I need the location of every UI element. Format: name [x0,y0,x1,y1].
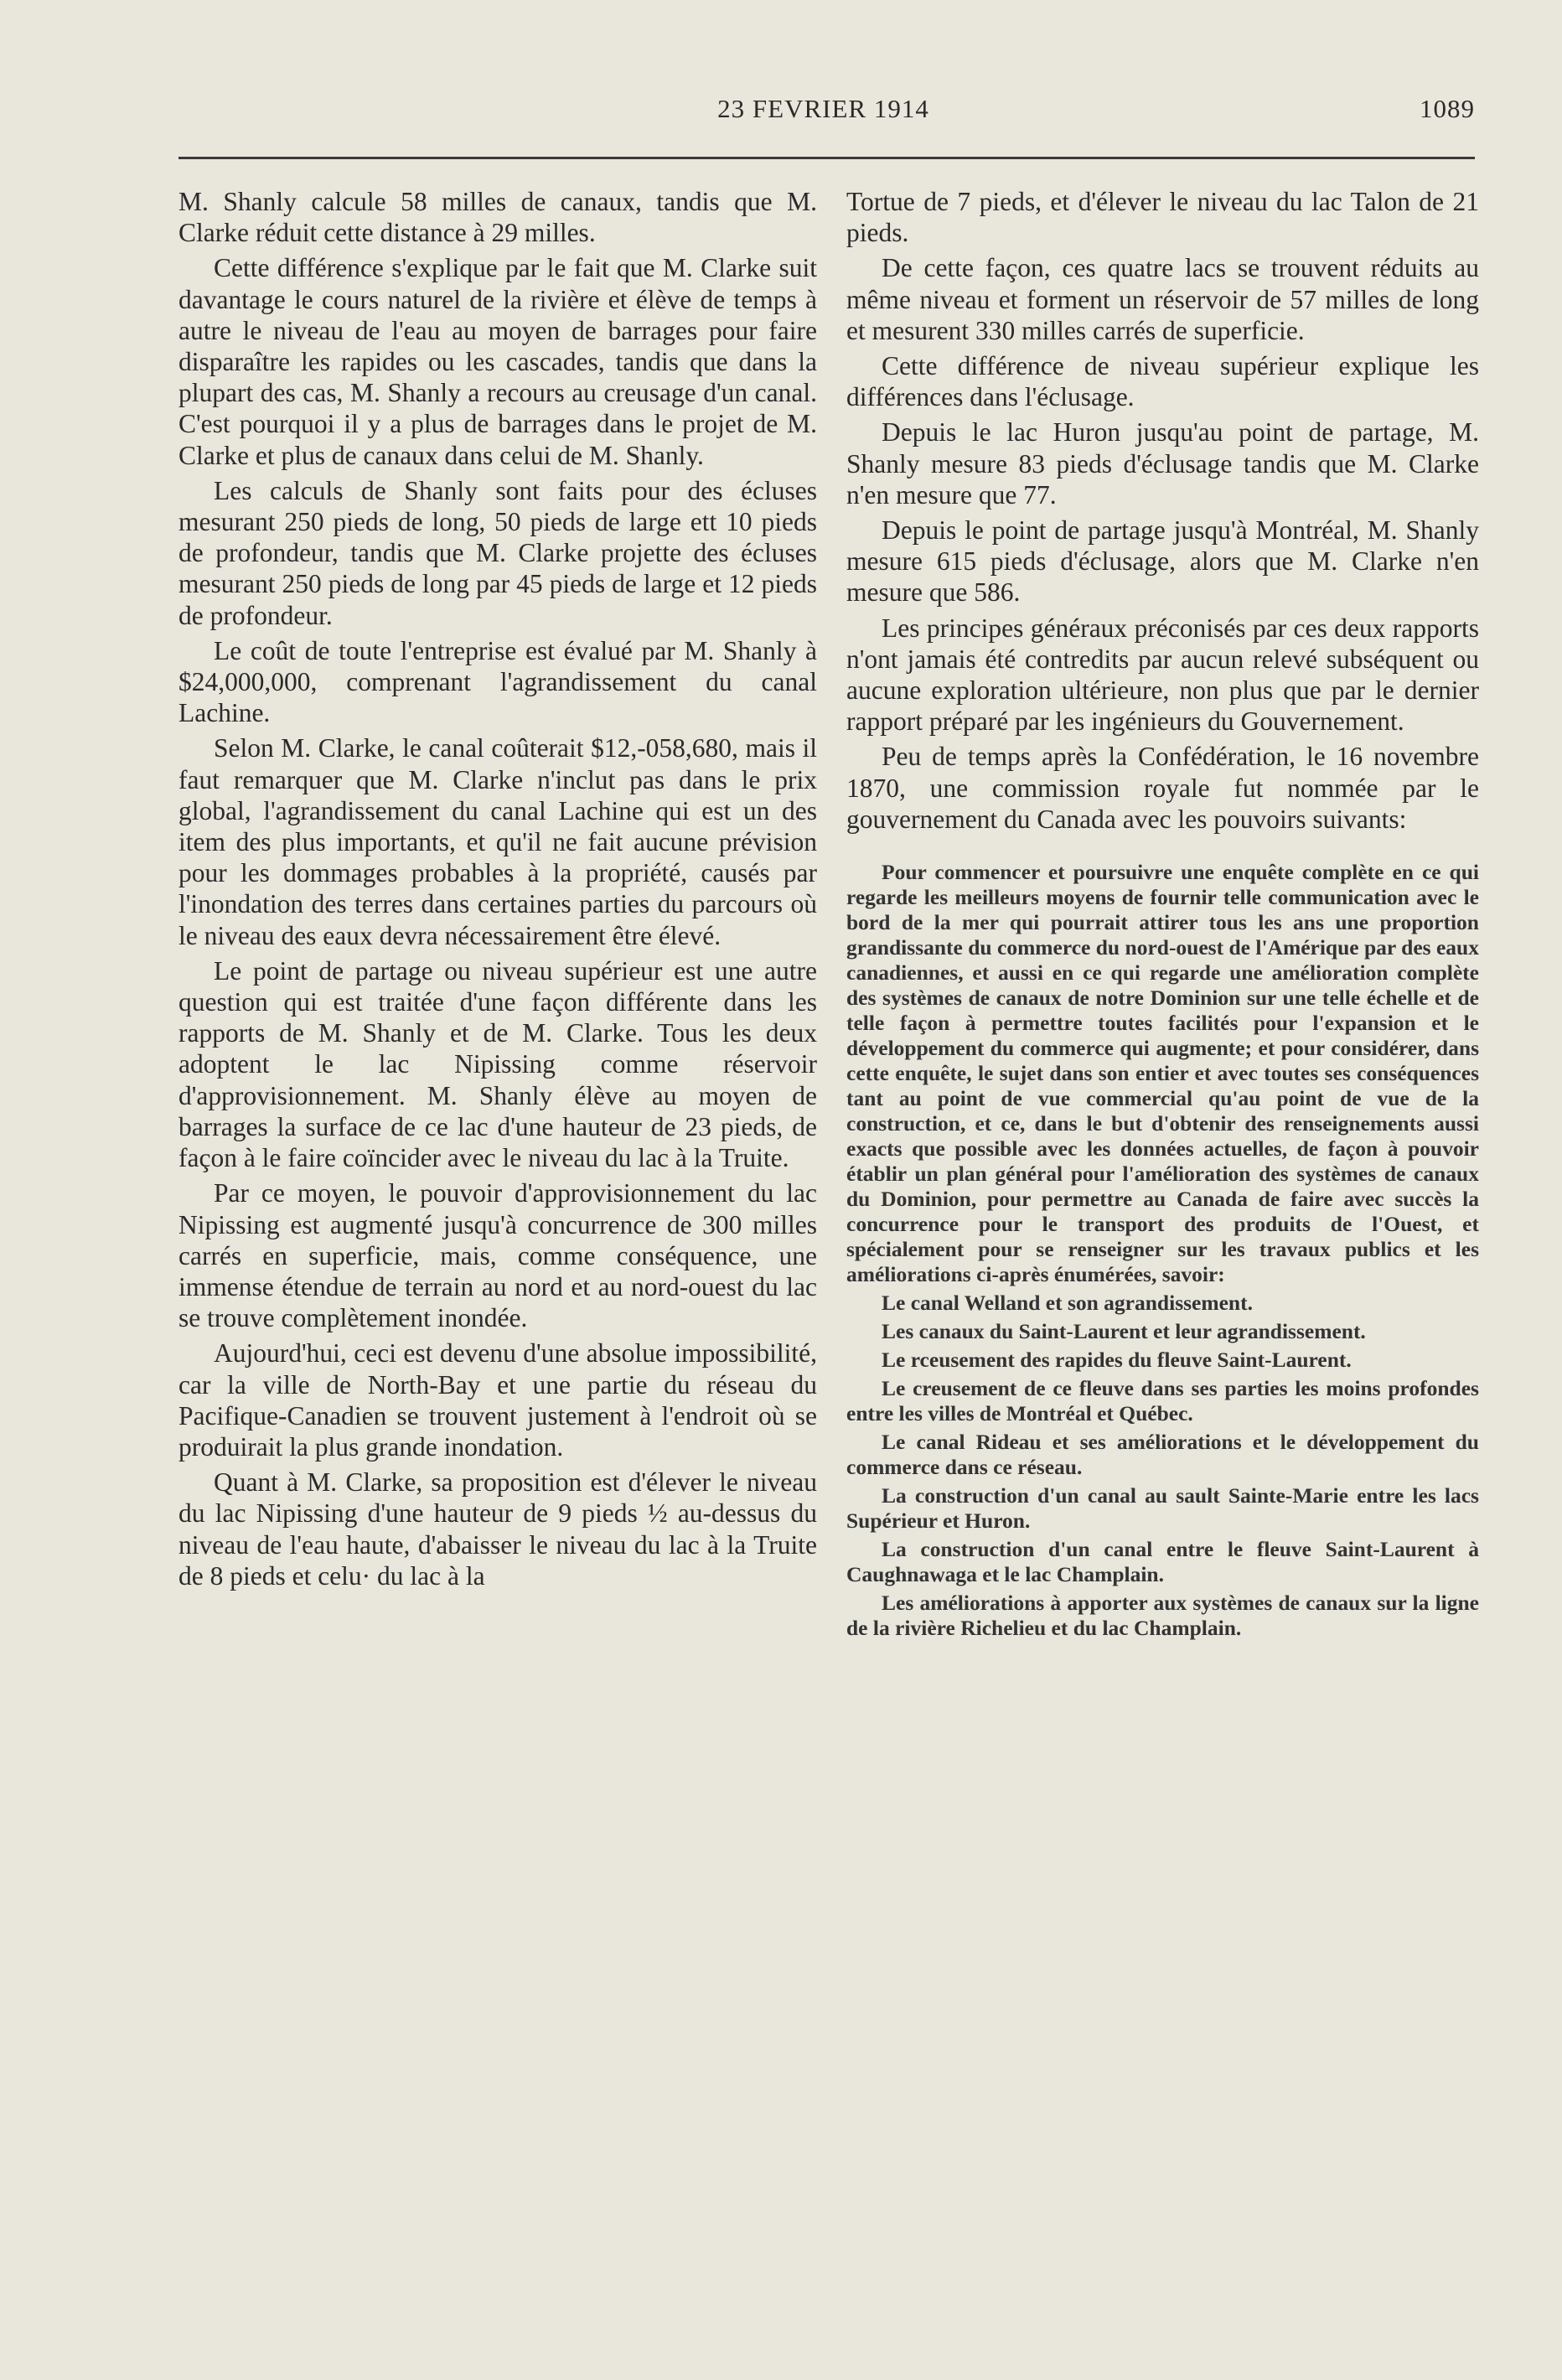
paragraph: Depuis le lac Huron jusqu'au point de partage, M. Shanly mesure 83 pieds d'éclusage tandis que M. Clarke n'en mesure que 77. [846,417,1479,510]
paragraph: Le point de partage ou niveau supérieur est une autre question qui est traitée d'une façon différente dans les rapports de M. Shanly et de M. Clarke. Tous les deux adoptent le lac Nipissing comme réservoir d'approvisionnement. M. Shanly élève au moyen de barrages la surface de ce lac d'une hauteur de 23 pieds, de façon à le faire coïncider avec le niveau du lac à la Truite. [178,955,817,1173]
quote-item: Le rceusement des rapides du fleuve Saint-Laurent. [882,1348,1352,1373]
page-header [172,94,1475,136]
quote-item: La construction d'un canal entre le fleuve Saint-Laurent à Caughnawaga et le lac Champlain. [846,1537,1479,1587]
header-rule [178,157,1475,159]
quote-item: Les améliorations à apporter aux systèmes de canaux sur la ligne de la rivière Richelieu et du lac Champlain. [846,1591,1479,1641]
quote-item: Les canaux du Saint-Laurent et leur agrandissement. [882,1319,1366,1344]
paragraph: Aujourd'hui, ceci est devenu d'une absolue impossibilité, car la ville de North-Bay et une partie du réseau du Pacifique-Canadien se trouvent justement à l'endroit où se produirait la plus grande inondation. [178,1338,817,1462]
quote-item: Le canal Rideau et ses améliorations et le développement du commerce dans ce réseau. [846,1430,1479,1480]
paragraph: Cette différence de niveau supérieur explique les différences dans l'éclusage. [846,351,1479,412]
header-date: 23 FEVRIER 1914 [717,94,929,123]
paragraph: Selon M. Clarke, le canal coûterait $12,-058,680, mais il faut remarquer que M. Clarke n'inclut pas dans le prix global, l'agrandissement du canal Lachine qui est un des item des plus importants, et qu'il ne fait aucune prévision pour les dommages probables à la propriété, causés par l'inondation des terres dans certaines parties du parcours où le niveau des eaux devra nécessairement être élevé. [178,733,817,950]
right-column [846,186,1479,1641]
left-column [178,186,817,1596]
paragraph: Peu de temps après la Confédération, le 16 novembre 1870, une commission royale fut nommée par le gouvernement du Canada avec les pouvoirs suivants: [846,742,1479,834]
quote-item: Le canal Welland et son agrandissement. [882,1291,1253,1316]
paragraph: Cette différence s'explique par le fait que M. Clarke suit davantage le cours naturel de la rivière et élève de temps à autre le niveau de l'eau au moyen de barrages pour faire disparaître les rapides ou les cascades, tandis que dans la plupart des cas, M. Shanly a recours au creusage d'un canal. C'est pourquoi il y a plus de barrages dans le projet de M. Clarke et plus de canaux dans celui de M. Shanly. [178,253,817,470]
paragraph: Les principes généraux préconisés par ces deux rapports n'ont jamais été contredits par aucun relevé subséquent ou aucune exploration ultérieure, non plus que par le dernier rapport préparé par les ingénieurs du Gouvernement. [846,613,1479,737]
paragraph: Tortue de 7 pieds, et d'élever le niveau du lac Talon de 21 pieds. [846,187,1479,248]
quote-paragraph: Pour commencer et poursuivre une enquête complète en ce qui regarde les meilleurs moyens de fournir telle communication avec le bord de la mer qui pourrait attirer tous les ans une proportion grandissante du commerce du nord-ouest de l'Amérique par des eaux canadiennes, et aussi en ce qui regarde une amélioration complète des systèmes de canaux de notre Dominion sur une telle échelle et de telle façon à permettre toutes facilités pour l'expansion et le développement du commerce qui augmente; et pour considérer, dans cette enquête, le sujet dans son entier et avec toutes ses conséquences tant au point de vue commercial qu'au point de vue de la construction, et ce, dans le but d'obtenir des renseignements aussi exacts que possible avec les données actuelles, de façon à pouvoir établir un plan général pour l'amélioration des systèmes de canaux du Dominion, pour permettre au Canada de faire avec succès la concurrence pour le transport des produits de l'Ouest, et spécialement pour se renseigner sur les travaux publics et les améliorations ci-après énumérées, savoir: [846,860,1479,1287]
quoted-mandate [846,860,1479,1641]
paragraph: Le coût de toute l'entreprise est évalué par M. Shanly à $24,000,000, comprenant l'agrandissement du canal Lachine. [178,635,817,728]
quote-item: Le creusement de ce fleuve dans ses parties les moins profondes entre les villes de Montréal et Québec. [846,1376,1479,1426]
paragraph: De cette façon, ces quatre lacs se trouvent réduits au même niveau et forment un réservoir de 57 milles de long et mesurent 330 milles carrés de superficie. [846,253,1479,345]
paragraph: Les calculs de Shanly sont faits pour des écluses mesurant 250 pieds de long, 50 pieds de large ett 10 pieds de profondeur, tandis que M. Clarke projette des écluses mesurant 250 pieds de long par 45 pieds de large et 12 pieds de profondeur. [178,475,817,630]
paragraph: Par ce moyen, le pouvoir d'approvisionnement du lac Nipissing est augmenté jusqu'à concurrence de 300 milles carrés en superficie, mais, comme conséquence, une immense étendue de terrain au nord et au nord-ouest du lac se trouve complètement inondée. [178,1178,817,1333]
paragraph: M. Shanly calcule 58 milles de canaux, tandis que M. Clarke réduit cette distance à 29 milles. [178,187,817,248]
paragraph: Depuis le point de partage jusqu'à Montréal, M. Shanly mesure 615 pieds d'éclusage, alors que M. Clarke n'en mesure que 586. [846,515,1479,608]
quote-item: La construction d'un canal au sault Sainte-Marie entre les lacs Supérieur et Huron. [846,1483,1479,1534]
paragraph: Quant à M. Clarke, sa proposition est d'élever le niveau du lac Nipissing d'une hauteur de 9 pieds ½ au-dessus du niveau de l'eau haute, d'abaisser le niveau du lac à la Truite de 8 pieds et celu· du lac à la [178,1467,817,1591]
page-number: 1089 [1420,94,1475,123]
